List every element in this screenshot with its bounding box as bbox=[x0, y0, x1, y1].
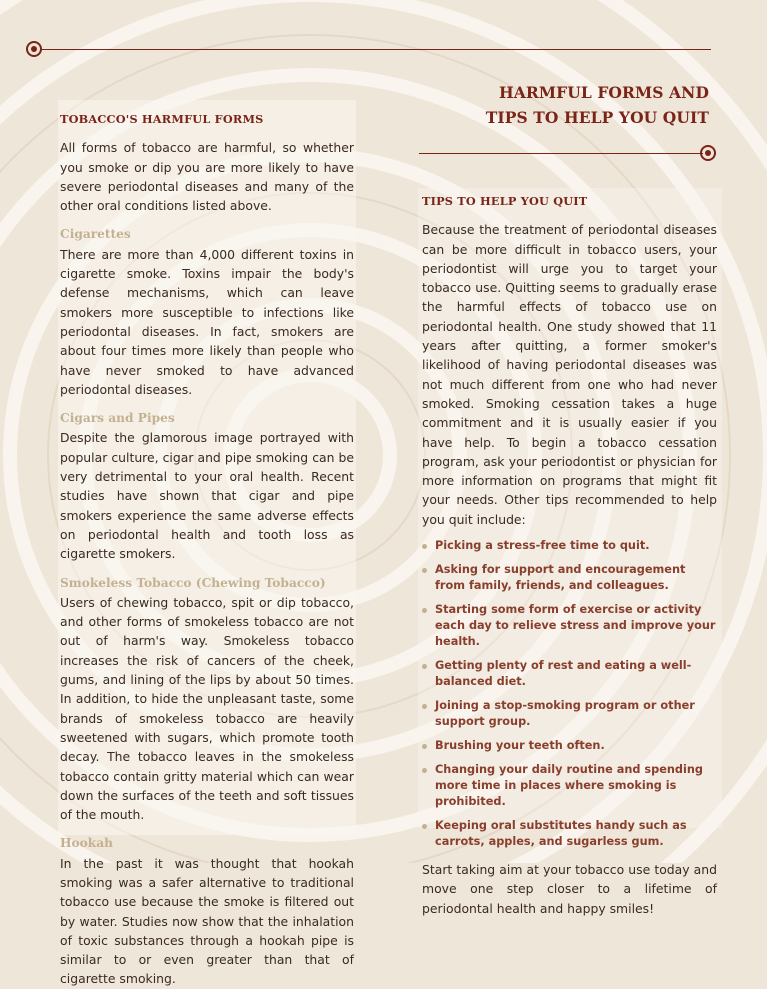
list-item: Starting some form of exercise or activity each day to relieve stress and improve your health. bbox=[422, 602, 717, 650]
right-column bbox=[422, 192, 717, 918]
section-body-cigarettes: There are more than 4,000 different toxins in cigarette smoke. Toxins impair the body's defense mechanisms, which can leave smokers more susceptible to infections like periodontal diseases. In fact, smokers are about four times more likely than people who have never smoked to have advanced periodontal diseases. bbox=[60, 246, 354, 397]
section-title-cigarettes: Cigarettes bbox=[60, 227, 131, 242]
page-title bbox=[486, 80, 709, 130]
list-item: Keeping oral substitutes handy such as carrots, apples, and sugarless gum. bbox=[422, 818, 717, 850]
left-heading: TOBACCO'S HARMFUL FORMS bbox=[60, 112, 264, 126]
left-intro: All forms of tobacco are harmful, so whether you smoke or dip you are more likely to have severe periodontal diseases and many of the other oral conditions listed above. bbox=[60, 140, 354, 214]
section-title-hookah: Hookah bbox=[60, 836, 113, 851]
list-item: Picking a stress-free time to quit. bbox=[422, 538, 717, 554]
section-body-cigars-pipes: Despite the glamorous image portrayed with popular culture, cigar and pipe smoking can be very detrimental to your oral health. Recent studies have shown that cigar and pipe smokers experience the same adverse effects on periodontal health and tooth loss as cigarette smokers. bbox=[60, 430, 354, 562]
title-bullseye-icon bbox=[700, 145, 716, 161]
tips-list bbox=[422, 538, 717, 850]
section-body-hookah: In the past it was thought that hookah smoking was a safer alternative to traditional tobacco use because the smoke is filtered out by water. Studies now show that the inhalation of toxic substances through a hookah pipe is similar to or even greater than that of cigarette smoking. bbox=[60, 855, 354, 987]
right-intro: Because the treatment of periodontal diseases can be more difficult in tobacco users, your periodontist will urge you to target your tobacco use. Quitting seems to gradually erase the harmful effects of tobacco use on periodontal health. One study showed that 11 years after quitting, a former smoker's likelihood of having periodontal diseases was not much different from one who had never smoked. Smoking cessation takes a huge commitment and it is usually easier if you have help. To begin a tobacco cessation program, ask your periodontist or physician for more information on programs that might fit your needs. Other tips recommended to help you quit include: bbox=[422, 222, 717, 527]
top-bullseye-icon bbox=[26, 41, 42, 57]
list-item: Changing your daily routine and spending more time in places where smoking is prohibited. bbox=[422, 762, 717, 810]
top-divider bbox=[42, 49, 711, 50]
page-title-line-1: HARMFUL FORMS AND bbox=[499, 83, 709, 102]
list-item: Brushing your teeth often. bbox=[422, 738, 717, 754]
list-item: Getting plenty of rest and eating a well-balanced diet. bbox=[422, 658, 717, 690]
list-item: Joining a stop-smoking program or other support group. bbox=[422, 698, 717, 730]
page-title-line-2: TIPS TO HELP YOU QUIT bbox=[485, 108, 709, 127]
right-heading: TIPS TO HELP YOU QUIT bbox=[422, 194, 588, 208]
section-body-smokeless: Users of chewing tobacco, spit or dip tobacco, and other forms of smokeless tobacco are not out of harm's way. Smokeless tobacco increases the risk of cancers of the cheek, gums, and lining of the lips by about 50 times. In addition, to hide the unpleasant taste, some brands of smokeless tobacco are heavily sweetened with sugars, which promote tooth decay. The tobacco leaves in the smokeless tobacco contain gritty material which can wear down the surfaces of the teeth and soft tissues of the mouth. bbox=[60, 594, 354, 823]
left-column bbox=[60, 110, 354, 989]
section-title-cigars-pipes: Cigars and Pipes bbox=[60, 411, 175, 426]
list-item: Asking for support and encouragement from family, friends, and colleagues. bbox=[422, 562, 717, 594]
closing-paragraph: Start taking aim at your tobacco use today and move one step closer to a lifetime of periodontal health and happy smiles! bbox=[422, 862, 717, 916]
section-title-smokeless: Smokeless Tobacco (Chewing Tobacco) bbox=[60, 575, 326, 590]
title-divider bbox=[419, 153, 703, 154]
